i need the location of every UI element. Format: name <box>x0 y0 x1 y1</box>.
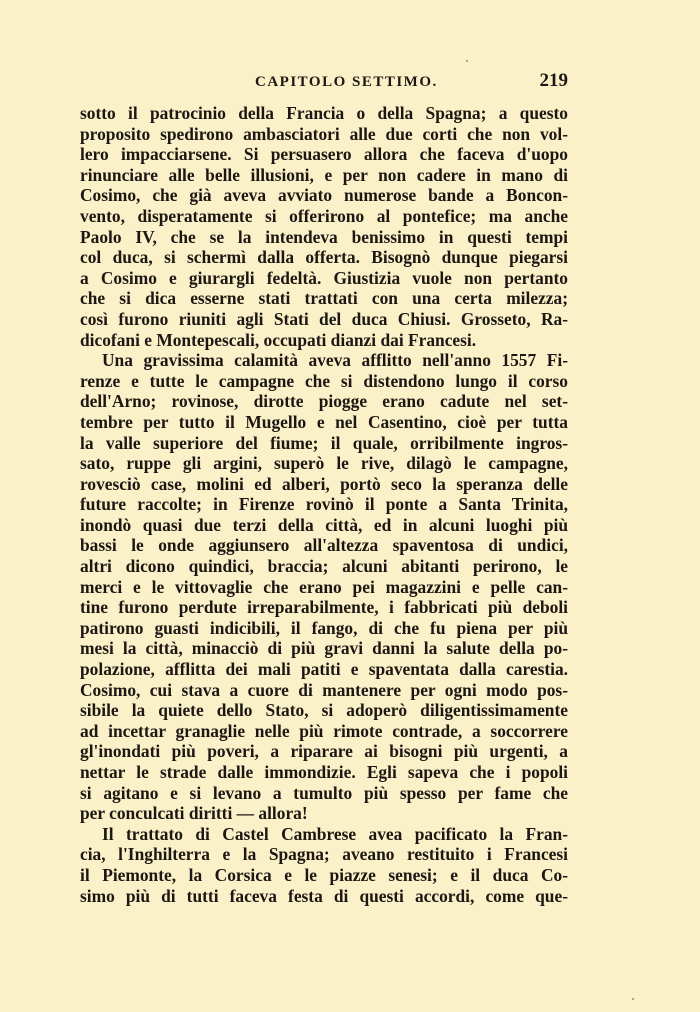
text-line: Cosimo, che già aveva avviato numerose bande a Boncon- <box>80 185 568 206</box>
text-line: il Piemonte, la Corsica e le piazze senesi; e il duca Co- <box>80 864 568 885</box>
text-line: dell'Arno; rovinose, dirotte piogge erano cadute nel set- <box>80 391 568 412</box>
page-number: 219 <box>539 70 568 91</box>
text-line: polazione, afflitta dei mali patiti e spaventata dalla carestia. <box>80 659 568 680</box>
text-line: che si dica esserne stati trattati con una certa milezza; <box>80 288 568 309</box>
paragraph-start-line: Una gravissima calamità aveva afflitto nell'anno 1557 Fi- <box>102 350 568 371</box>
text-line: inondò quasi due terzi della città, ed in alcuni luoghi più <box>80 514 568 535</box>
text-line: future raccolte; in Firenze rovinò il ponte a Santa Trinita, <box>80 494 568 515</box>
text-line: sibile la quiete dello Stato, si adoperò diligentissimamente <box>80 700 568 721</box>
text-line: patirono guasti indicibili, il fango, di che fu piena per più <box>80 617 568 638</box>
text-line: dicofani e Montepescali, occupati dianzi dai Francesi. <box>80 329 477 350</box>
text-line: simo più di tutti faceva festa di questi accordi, come que- <box>80 885 568 906</box>
text-line: renze e tutte le campagne che si distendono lungo il corso <box>80 370 568 391</box>
text-line: per conculcati diritti — allora! <box>80 803 308 824</box>
text-line: ad incettar granaglie nelle più rimote contrade, a soccorrere <box>80 720 568 741</box>
text-line: tine furono perdute irreparabilmente, i fabbricati più deboli <box>80 597 568 618</box>
text-line: tembre per tutto il Mugello e nel Casentino, cioè per tutta <box>80 411 568 432</box>
paper-speck <box>632 998 634 1000</box>
text-line: altri dicono quindici, braccia; alcuni abitanti perirono, le <box>80 556 568 577</box>
text-line: la valle superiore del fiume; il quale, orribilmente ingros- <box>80 432 568 453</box>
running-head <box>80 70 568 94</box>
text-line: sotto il patrocinio della Francia o della Spagna; a questo <box>80 103 568 123</box>
text-line: rinunciare alle belle illusioni, e per non cadere in mano di <box>80 164 568 185</box>
text-line: a Cosimo e giurargli fedeltà. Giustizia vuole non pertanto <box>80 267 568 288</box>
text-line: col duca, si schermì dalla offerta. Bisognò dunque piegarsi <box>80 247 568 268</box>
paper-speck <box>466 60 468 62</box>
text-line: Cosimo, cui stava a cuore di mantenere per ogni modo pos- <box>80 679 568 700</box>
text-line: mesi la città, minacciò di più gravi danni la salute della po- <box>80 638 568 659</box>
text-line: nettar le strade dalle immondizie. Egli sapeva che i popoli <box>80 762 568 782</box>
text-line: così furono riuniti agli Stati del duca Chiusi. Grosseto, Ra- <box>80 308 568 329</box>
text-line: gl'inondati più poveri, a riparare ai bisogni più urgenti, a <box>80 741 568 762</box>
text-line: lero impacciarsene. Si persuasero allora che faceva d'uopo <box>80 144 568 165</box>
text-line: Paolo IV, che se la intendeva benissimo in questi tempi <box>80 226 568 247</box>
text-line: rovesciò case, molini ed alberi, portò seco la speranza delle <box>80 473 568 494</box>
text-line: bassi le onde aggiunsero all'altezza spaventosa di undici, <box>80 535 568 556</box>
text-line: merci e le vittovaglie che erano pei magazzini e pelle can- <box>80 576 568 597</box>
text-line: sato, ruppe gli argini, superò le rive, dilagò le campagne, <box>80 453 568 474</box>
text-line: proposito spedirono ambasciatori alle due corti che non vol- <box>80 123 568 144</box>
text-line: si agitano e si levano a tumulto più spesso per fame che <box>80 782 568 803</box>
text-line: cia, l'Inghilterra e la Spagna; aveano restituito i Francesi <box>80 844 568 865</box>
paragraph-start-line: Il trattato di Castel Cambrese avea pacificato la Fran- <box>102 823 568 844</box>
text-line: vento, disperatamente si offerirono al pontefice; ma anche <box>80 205 568 226</box>
body-text <box>80 103 568 906</box>
running-title: CAPITOLO SETTIMO. <box>255 74 438 90</box>
